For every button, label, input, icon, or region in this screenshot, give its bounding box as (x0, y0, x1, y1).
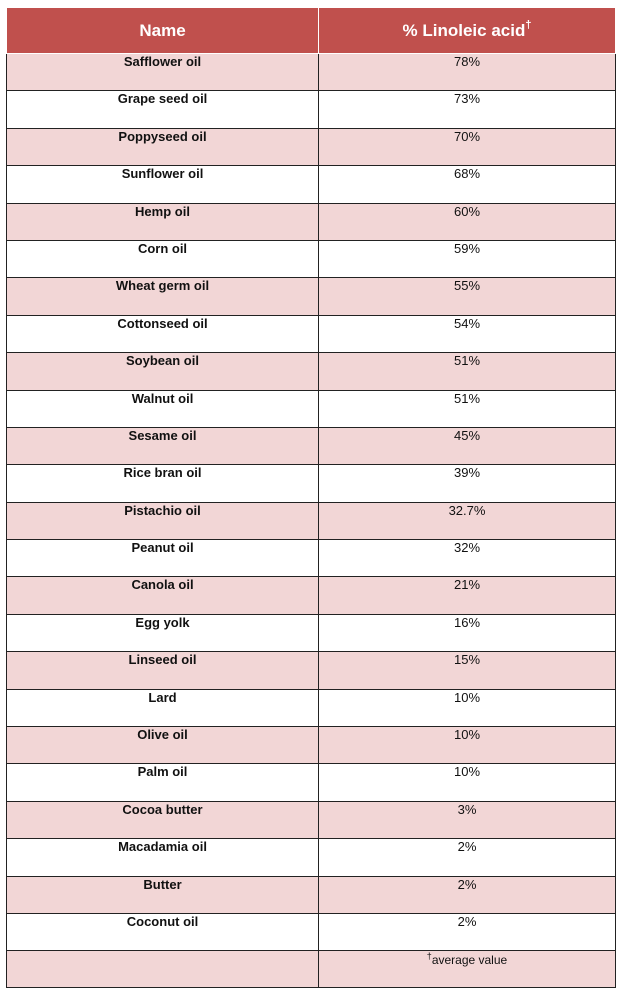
linoleic-value-cell: 2% (319, 913, 616, 950)
linoleic-value-cell: 32% (319, 540, 616, 577)
oil-name-cell: Peanut oil (7, 540, 319, 577)
linoleic-value-cell: 3% (319, 801, 616, 838)
table-row (7, 577, 616, 614)
table-row (7, 465, 616, 502)
header-value-label: % Linoleic acid (402, 20, 526, 40)
linoleic-value-cell: 59% (319, 240, 616, 277)
table-row (7, 652, 616, 689)
table-row (7, 278, 616, 315)
oil-name-cell: Walnut oil (7, 390, 319, 427)
table-row (7, 801, 616, 838)
linoleic-value-cell: 73% (319, 91, 616, 128)
linoleic-value-cell: 10% (319, 689, 616, 726)
linoleic-value-cell: 68% (319, 166, 616, 203)
footnote-cell (319, 951, 616, 988)
footnote-row (7, 951, 616, 988)
table-row (7, 876, 616, 913)
oil-name-cell: Canola oil (7, 577, 319, 614)
linoleic-value-cell: 51% (319, 353, 616, 390)
table-row (7, 203, 616, 240)
linoleic-value-cell: 21% (319, 577, 616, 614)
oil-name-cell: Soybean oil (7, 353, 319, 390)
dagger-mark: † (525, 18, 532, 31)
oil-name-cell: Wheat germ oil (7, 278, 319, 315)
oil-name-cell: Macadamia oil (7, 839, 319, 876)
table-row (7, 353, 616, 390)
table-row (7, 502, 616, 539)
table-row (7, 764, 616, 801)
oil-name-cell: Sunflower oil (7, 166, 319, 203)
linoleic-value-cell: 2% (319, 876, 616, 913)
table-row (7, 166, 616, 203)
header-linoleic-acid (319, 8, 616, 54)
table-row (7, 614, 616, 651)
linoleic-value-cell: 51% (319, 390, 616, 427)
oil-name-cell: Sesame oil (7, 427, 319, 464)
linoleic-acid-table (6, 7, 616, 988)
table-body (7, 54, 616, 951)
linoleic-value-cell: 78% (319, 54, 616, 91)
linoleic-value-cell: 70% (319, 128, 616, 165)
table-row (7, 839, 616, 876)
header-name: Name (7, 8, 319, 54)
oil-name-cell: Butter (7, 876, 319, 913)
oil-name-cell: Hemp oil (7, 203, 319, 240)
table-row (7, 913, 616, 950)
linoleic-value-cell: 55% (319, 278, 616, 315)
table-row (7, 427, 616, 464)
table-row (7, 128, 616, 165)
linoleic-value-cell: 45% (319, 427, 616, 464)
table-row (7, 390, 616, 427)
header-row (7, 8, 616, 54)
footnote-dagger: † (426, 951, 432, 962)
oil-name-cell: Safflower oil (7, 54, 319, 91)
oil-name-cell: Cocoa butter (7, 801, 319, 838)
table-row (7, 54, 616, 91)
footnote-empty-cell (7, 951, 319, 988)
table-row (7, 689, 616, 726)
linoleic-value-cell: 32.7% (319, 502, 616, 539)
linoleic-value-cell: 10% (319, 764, 616, 801)
linoleic-value-cell: 10% (319, 727, 616, 764)
oil-name-cell: Pistachio oil (7, 502, 319, 539)
linoleic-value-cell: 39% (319, 465, 616, 502)
linoleic-value-cell: 60% (319, 203, 616, 240)
linoleic-value-cell: 2% (319, 839, 616, 876)
oil-name-cell: Poppyseed oil (7, 128, 319, 165)
oil-name-cell: Grape seed oil (7, 91, 319, 128)
oil-name-cell: Corn oil (7, 240, 319, 277)
linoleic-value-cell: 15% (319, 652, 616, 689)
linoleic-value-cell: 54% (319, 315, 616, 352)
oil-name-cell: Coconut oil (7, 913, 319, 950)
table-row (7, 91, 616, 128)
oil-name-cell: Cottonseed oil (7, 315, 319, 352)
oil-name-cell: Lard (7, 689, 319, 726)
oil-name-cell: Egg yolk (7, 614, 319, 651)
table-row (7, 240, 616, 277)
footnote-text: average value (431, 953, 508, 968)
oil-name-cell: Rice bran oil (7, 465, 319, 502)
linoleic-value-cell: 16% (319, 614, 616, 651)
oil-name-cell: Linseed oil (7, 652, 319, 689)
table-row (7, 315, 616, 352)
oil-name-cell: Olive oil (7, 727, 319, 764)
table-row (7, 727, 616, 764)
oil-name-cell: Palm oil (7, 764, 319, 801)
table-row (7, 540, 616, 577)
